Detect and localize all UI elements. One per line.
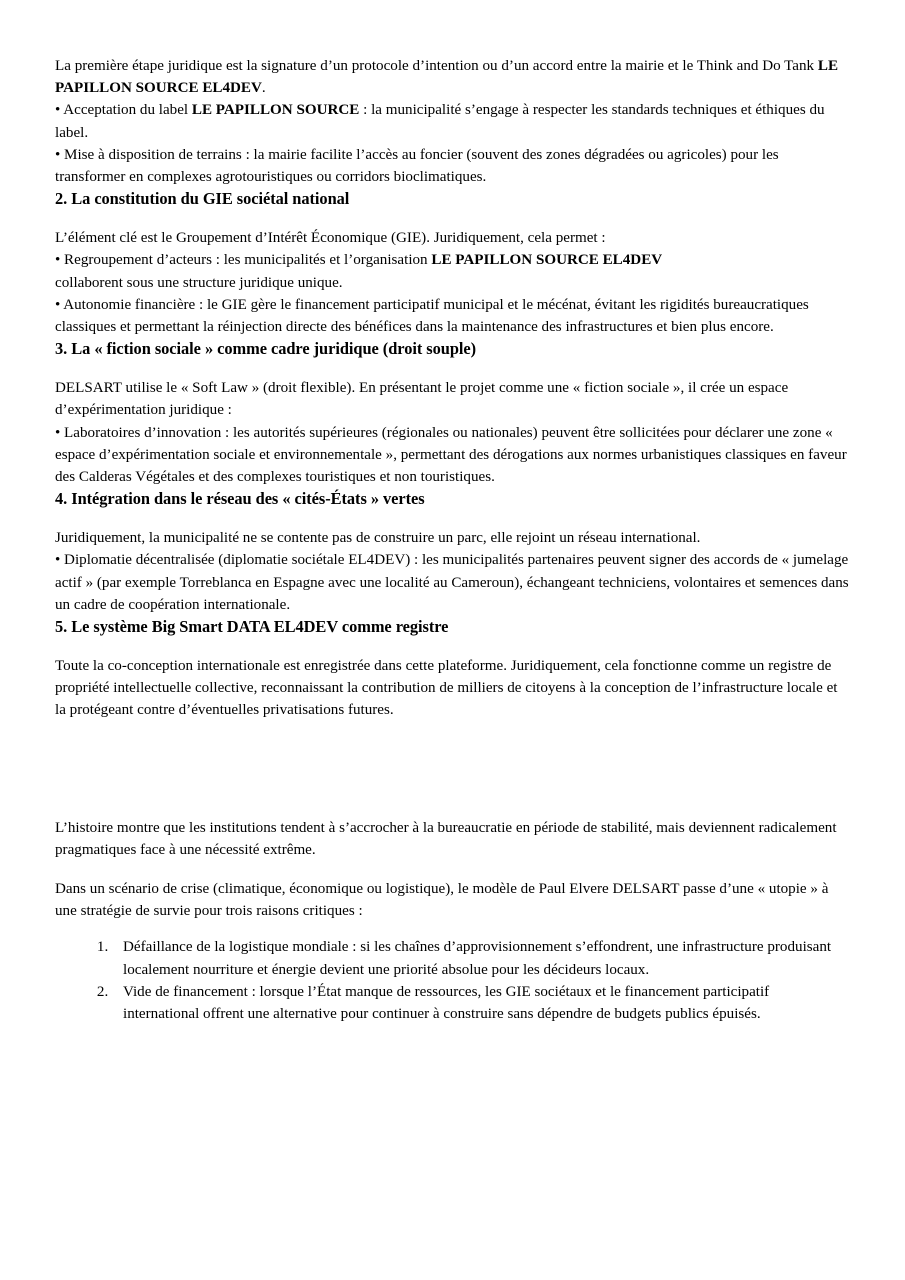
section2-bold: LE PAPILLON SOURCE EL4DEV	[431, 252, 663, 269]
section-heading-2: 2. La constitution du GIE sociétal national	[55, 189, 350, 209]
intro-line1-bold: LE PAPILLON SOURCE EL4DEV	[55, 58, 839, 97]
intro-bullet-1	[55, 99, 849, 143]
intro-bullet-2: • Mise à disposition de terrains : la mairie facilite l’accès au foncier (souvent des zones dégradées ou agricoles) pour les transformer en complexes agrotouristiques ou corridors bioclimatiques.	[55, 146, 779, 186]
section-heading-5: 5. Le système Big Smart DATA EL4DEV comme registre	[55, 617, 449, 637]
section-heading-3: 3. La « fiction sociale » comme cadre juridique (droit souple)	[55, 339, 477, 359]
section-body-4: Juridiquement, la municipalité ne se contente pas de construire un parc, elle rejoint un réseau international. • Diplomatie décentralisée (diplomatie sociétale EL4DEV) : les municipalités partenaires peuvent signer des accords de « jumelage actif » (par exemple Torreblanca en Espagne avec une localité au Cameroun), échangeant techniciens, volontaires et semences dans un cadre de coopération internationale.	[55, 530, 849, 613]
section2-text-b: collaborent sous une structure juridique unique. • Autonomie financière : le GIE gère le financement participatif municipal et le mécénat, évitant les rigidités bureaucratiques classiques et permettant la réinjection directe des bénéfices dans la maintenance des infrastructures et bien plus encore.	[55, 274, 809, 336]
section-body-2	[55, 227, 849, 338]
section-body-5: Toute la co-conception internationale est enregistrée dans cette plateforme. Juridiquement, cela fonctionne comme un registre de propriété intellectuelle collective, reconnaissant la contribution de milliers de citoyens à la conception de l’infrastructure locale et la protégeant contre d’éventuelles privatisations futures.	[55, 658, 838, 719]
document-body	[55, 55, 849, 1025]
intro-paragraph	[55, 55, 849, 99]
intro-line1-text-b: .	[261, 80, 266, 97]
intro-line1-text-a: La première étape juridique est la signature d’un protocole d’intention ou d’un accord entre la mairie et le Think and Do Tank	[55, 58, 818, 74]
section-heading-4: 4. Intégration dans le réseau des « cités-États » vertes	[55, 489, 425, 509]
list-item: 2. Vide de financement : lorsque l’État manque de ressources, les GIE sociétaux et le financement participatif international offrent une alternative pour continuer à construire sans dépendre de budgets publics épuisés.	[112, 981, 849, 1025]
closing-paragraph-2: Dans un scénario de crise (climatique, économique ou logistique), le modèle de Paul Elvere DELSART passe d’une « utopie » à une stratégie de survie pour trois raisons critiques :	[55, 881, 829, 920]
closing-paragraph-1: L’histoire montre que les institutions tendent à s’accrocher à la bureaucratie en période de stabilité, mais deviennent radicalement pragmatiques face à une nécessité extrême.	[55, 819, 837, 858]
intro-bullet1-bold: LE PAPILLON SOURCE	[191, 102, 360, 119]
closing-numbered-list	[55, 936, 849, 1025]
section2-text-a: L’élément clé est le Groupement d’Intérêt Économique (GIE). Juridiquement, cela permet : • Regroupement d’acteurs : les municipalités et l’organisation	[55, 230, 606, 269]
list-item: 1. Défaillance de la logistique mondiale : si les chaînes d’approvisionnement s’effondrent, une infrastructure produisant localement nourriture et énergie devient une priorité absolue pour les décideurs locaux.	[112, 936, 849, 980]
section-body-3: DELSART utilise le « Soft Law » (droit flexible). En présentant le projet comme une « fiction sociale », il crée un espace d’expérimentation juridique : • Laboratoires d’innovation : les autorités supérieures (régionales ou nationales) peuvent être sollicitées pour déclarer une zone « espace d’expérimentation sociale et environnementale », permettant des dérogations aux normes urbanistiques classiques en faveur des Calderas Végétales et des complexes touristiques et non touristiques.	[55, 380, 847, 486]
intro-bullet1-text-b: : la municipalité s’engage à respecter les standards techniques et éthiques du label.	[55, 102, 825, 141]
section-spacer	[55, 722, 849, 817]
intro-bullet1-text-a: • Acceptation du label	[55, 102, 192, 119]
